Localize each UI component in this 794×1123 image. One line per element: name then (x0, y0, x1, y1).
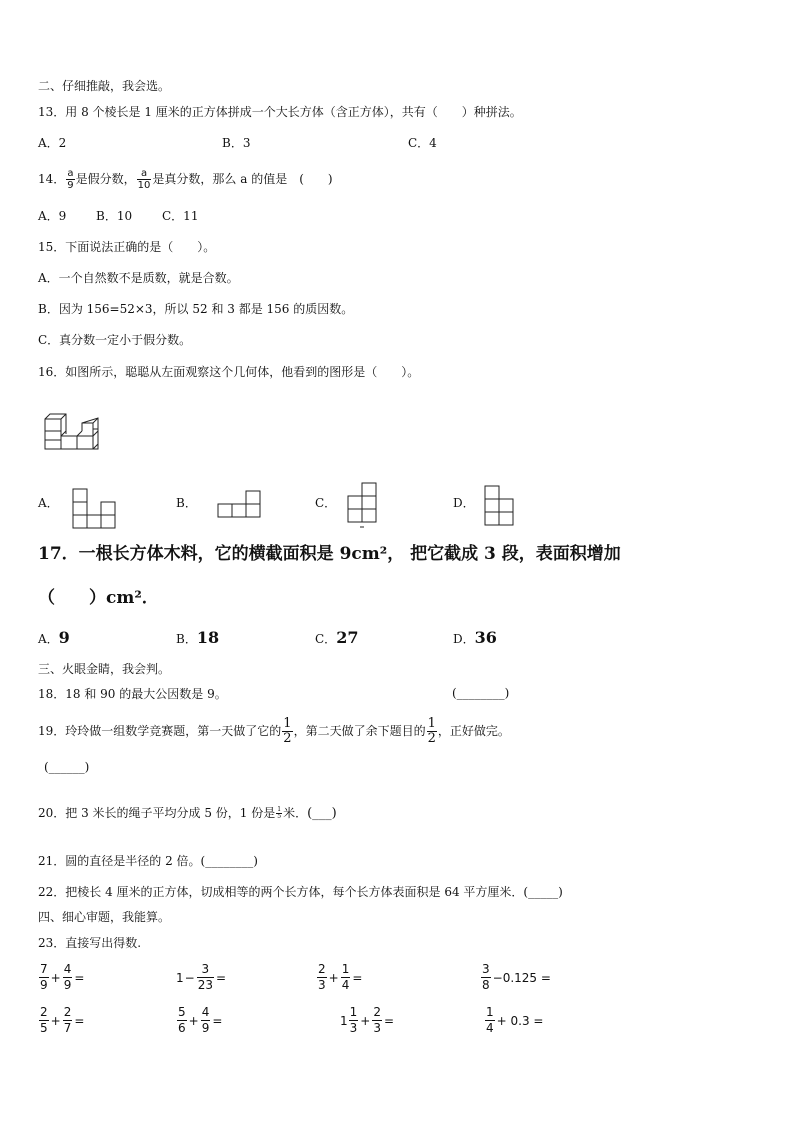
calc-denominator: 4 (341, 978, 350, 992)
calc-token: = (383, 1013, 395, 1028)
q16-d-cell (499, 499, 513, 512)
q16-d-cell (485, 486, 499, 499)
calc-token: 1 (176, 970, 184, 985)
calc-expression (340, 1005, 395, 1036)
q14-option-a[interactable]: A．9 (38, 209, 67, 223)
section-heading-calc: 四、细心审题，我能算。 (38, 910, 171, 924)
calc-expression (38, 1005, 85, 1036)
q16-option-d[interactable]: D． (453, 496, 475, 510)
calc-expression (480, 962, 552, 993)
calc-numerator: 3 (482, 962, 490, 976)
calc-fraction (485, 1005, 495, 1036)
q16-a-cell (73, 489, 87, 502)
q16-b-cell (246, 504, 260, 517)
q19-fraction-half-1 (282, 717, 292, 746)
calc-fraction (39, 1005, 49, 1036)
calc-denominator: 3 (349, 1021, 358, 1035)
calc-numerator: 1 (349, 1005, 358, 1019)
q16-solid-figure (44, 404, 104, 454)
calc-fraction (177, 1005, 187, 1036)
q16-c-cell (348, 509, 362, 522)
calc-fraction (201, 1005, 211, 1036)
q15-option-b[interactable]: B．因为 156=52×3，所以 52 和 3 都是 156 的质因数。 (38, 302, 354, 316)
question-21: 21．圆的直径是半径的 2 倍。(________) (38, 854, 258, 868)
q17-option-b-value: 18 (196, 628, 220, 647)
q16-d-cell (485, 512, 499, 525)
q20-answer-blank[interactable]: (___) (307, 806, 337, 821)
calc-numerator: 1 (486, 1005, 494, 1019)
question-19 (38, 716, 510, 746)
q17-option-a-value: 9 (58, 628, 70, 647)
calc-token: = (74, 1013, 85, 1028)
q16-b-cell (218, 504, 232, 517)
calc-numerator: 5 (178, 1005, 186, 1019)
q14-fraction-a-over-10 (137, 168, 152, 191)
q15-option-c[interactable]: C．真分数一定小于假分数。 (38, 333, 192, 347)
q19-answer-blank[interactable]: (______) (44, 760, 90, 774)
q17-option-b[interactable] (176, 630, 219, 647)
calc-fraction (349, 1005, 359, 1036)
calc-fraction (317, 962, 327, 993)
calc-numerator: 2 (63, 1005, 72, 1019)
calc-fraction (197, 962, 214, 993)
q17-option-d[interactable] (453, 630, 497, 647)
calc-token: −0.125 = (492, 970, 551, 985)
calc-fraction (372, 1005, 382, 1036)
q20-frac-den: 5 (277, 813, 282, 820)
calc-fraction (481, 962, 491, 993)
calc-token: + (360, 1013, 371, 1028)
question-20 (38, 800, 337, 827)
calc-token: + (50, 970, 61, 985)
q19-frac-den: 2 (283, 731, 292, 746)
question-23: 23．直接写出得数. (38, 936, 142, 950)
q16-a-cell (101, 515, 115, 528)
q16-d-cell (499, 512, 513, 525)
q20-text-2: 米． (283, 806, 308, 820)
section-heading-choice: 二、仔细推敲，我会选。 (38, 79, 171, 93)
q19-text-2: ，第二天做了余下题目的 (293, 724, 426, 738)
calc-numerator: 2 (373, 1005, 381, 1019)
q16-b-cell (232, 504, 246, 517)
q19-text-1: 19．玲玲做一组数学竞赛题，第一天做了它的 (38, 724, 282, 738)
q16-a-cell (73, 502, 87, 515)
q17-option-c-label: C． (315, 632, 337, 646)
q16-b-cell (246, 491, 260, 504)
calc-denominator: 6 (178, 1021, 186, 1035)
q16-a-cell (101, 502, 115, 515)
calc-expression (38, 962, 85, 993)
calc-numerator: 7 (40, 962, 48, 976)
q16-a-cell (87, 515, 101, 528)
calc-token: + (188, 1013, 199, 1028)
q14-frac2-numerator: a (137, 168, 152, 180)
q14-suffix-text: 是真分数，那么 a 的值是 ( ) (152, 172, 333, 186)
q14-option-c[interactable]: C．11 (162, 209, 199, 223)
q16-option-b[interactable]: B． (176, 496, 197, 510)
q14-frac2-denominator: 10 (137, 180, 151, 191)
q15-option-a[interactable]: A．一个自然数不是质数，就是合数。 (38, 271, 239, 285)
calc-fraction (63, 1005, 73, 1036)
calc-numerator: 2 (40, 1005, 48, 1019)
q13-option-c[interactable]: C．4 (408, 136, 437, 150)
q17-option-d-label: D． (453, 632, 475, 646)
question-16: 16．如图所示，聪聪从左面观察这个几何体，他看到的图形是（ ）。 (38, 365, 420, 379)
calc-fraction (341, 962, 351, 993)
calc-numerator: 4 (201, 1005, 210, 1019)
q20-fraction-one-fifth (276, 807, 282, 820)
calc-denominator: 3 (373, 1021, 381, 1035)
question-13: 13．用 8 个棱长是 1 厘米的正方体拼成一个大长方体（含正方体），共有（ ）种拼法。 (38, 105, 522, 119)
q16-c-cell (348, 496, 362, 509)
q19-frac2-num: 1 (427, 716, 436, 731)
q17-option-d-value: 36 (474, 628, 497, 647)
q16-option-b-figure[interactable] (217, 490, 261, 520)
calc-denominator: 4 (486, 1021, 494, 1035)
q14-option-b[interactable]: B．10 (96, 209, 133, 223)
calc-denominator: 9 (201, 1021, 210, 1035)
q19-frac-num: 1 (283, 716, 292, 731)
calc-denominator: 9 (63, 978, 72, 992)
q17-option-c[interactable] (315, 630, 358, 647)
calc-expression (316, 962, 363, 993)
q16-option-c-figure[interactable] (347, 482, 379, 528)
q14-number: 14． (38, 172, 66, 186)
q16-c-cell (362, 483, 376, 496)
question-14 (38, 166, 333, 192)
q16-fig-face (45, 419, 61, 431)
calc-expression (176, 1005, 223, 1036)
calc-denominator: 9 (40, 978, 48, 992)
calc-numerator: 1 (341, 962, 350, 976)
calc-token: 1 (340, 1013, 348, 1028)
calc-denominator: 3 (318, 978, 326, 992)
calc-expression (484, 1005, 544, 1036)
q16-fig-face (77, 436, 93, 449)
q19-frac2-den: 2 (427, 731, 436, 746)
calc-denominator: 5 (40, 1021, 48, 1035)
calc-token: = (215, 970, 227, 985)
calc-fraction (39, 962, 49, 993)
calc-numerator: 4 (63, 962, 72, 976)
q16-c-cell (362, 496, 376, 509)
q19-fraction-half-2 (427, 717, 437, 746)
calc-denominator: 23 (197, 978, 213, 992)
q16-a-cell (73, 515, 87, 528)
calc-token: + 0.3 = (496, 1013, 544, 1028)
q14-mid-text: 是假分数， (75, 172, 136, 186)
q13-option-b[interactable]: B．3 (222, 136, 251, 150)
q16-fig-edge (77, 431, 82, 436)
q20-frac-num: 1 (277, 806, 282, 813)
q16-option-d-figure[interactable] (484, 485, 516, 527)
calc-denominator: 7 (63, 1021, 72, 1035)
q16-option-a-figure[interactable] (72, 488, 116, 530)
calc-fraction (63, 962, 73, 993)
q16-fig-face (61, 436, 77, 449)
q18-answer-blank[interactable]: (________) (452, 686, 510, 700)
q16-option-c[interactable]: C． (315, 496, 337, 510)
question-18: 18．18 和 90 的最大公因数是 9。 (38, 687, 227, 701)
q17-option-c-value: 27 (336, 628, 359, 647)
calc-token: = (74, 970, 85, 985)
q14-fraction-a-over-9 (66, 168, 74, 191)
q14-frac1-numerator: a (67, 168, 74, 179)
q17-option-a[interactable] (38, 630, 70, 647)
q19-text-3: ，正好做完。 (437, 724, 510, 738)
question-22: 22．把棱长 4 厘米的正方体，切成相等的两个长方体，每个长方体表面积是 64 平方厘米．(_____) (38, 885, 563, 899)
q13-option-a[interactable]: A．2 (38, 136, 67, 150)
question-17-line1: 17．一根长方体木料，它的横截面积是 9cm²， 把它截成 3 段，表面积增加 (38, 544, 621, 564)
q17-option-a-label: A． (38, 632, 59, 646)
calc-token: = (212, 1013, 223, 1028)
section-heading-judge: 三、火眼金睛，我会判。 (38, 662, 171, 676)
calc-expression (176, 962, 227, 993)
question-17-line2: （ ）cm²． (38, 588, 159, 608)
q16-fig-edge (61, 431, 66, 436)
q16-c-cell (362, 509, 376, 522)
q17-option-b-label: B． (176, 632, 197, 646)
question-15: 15．下面说法正确的是（ ）。 (38, 240, 216, 254)
calc-token: + (50, 1013, 61, 1028)
q20-text-1: 20．把 3 米长的绳子平均分成 5 份，1 份是 (38, 806, 276, 820)
calc-token: = (352, 970, 363, 985)
calc-numerator: 3 (197, 962, 214, 978)
calc-token: + (328, 970, 339, 985)
calc-numerator: 2 (318, 962, 326, 976)
q16-option-a[interactable]: A． (38, 496, 59, 510)
calc-denominator: 8 (482, 978, 490, 992)
q16-fig-edge (61, 414, 66, 419)
q16-d-cell (485, 499, 499, 512)
q14-frac1-denominator: 9 (67, 180, 74, 191)
calc-token: − (184, 970, 195, 985)
